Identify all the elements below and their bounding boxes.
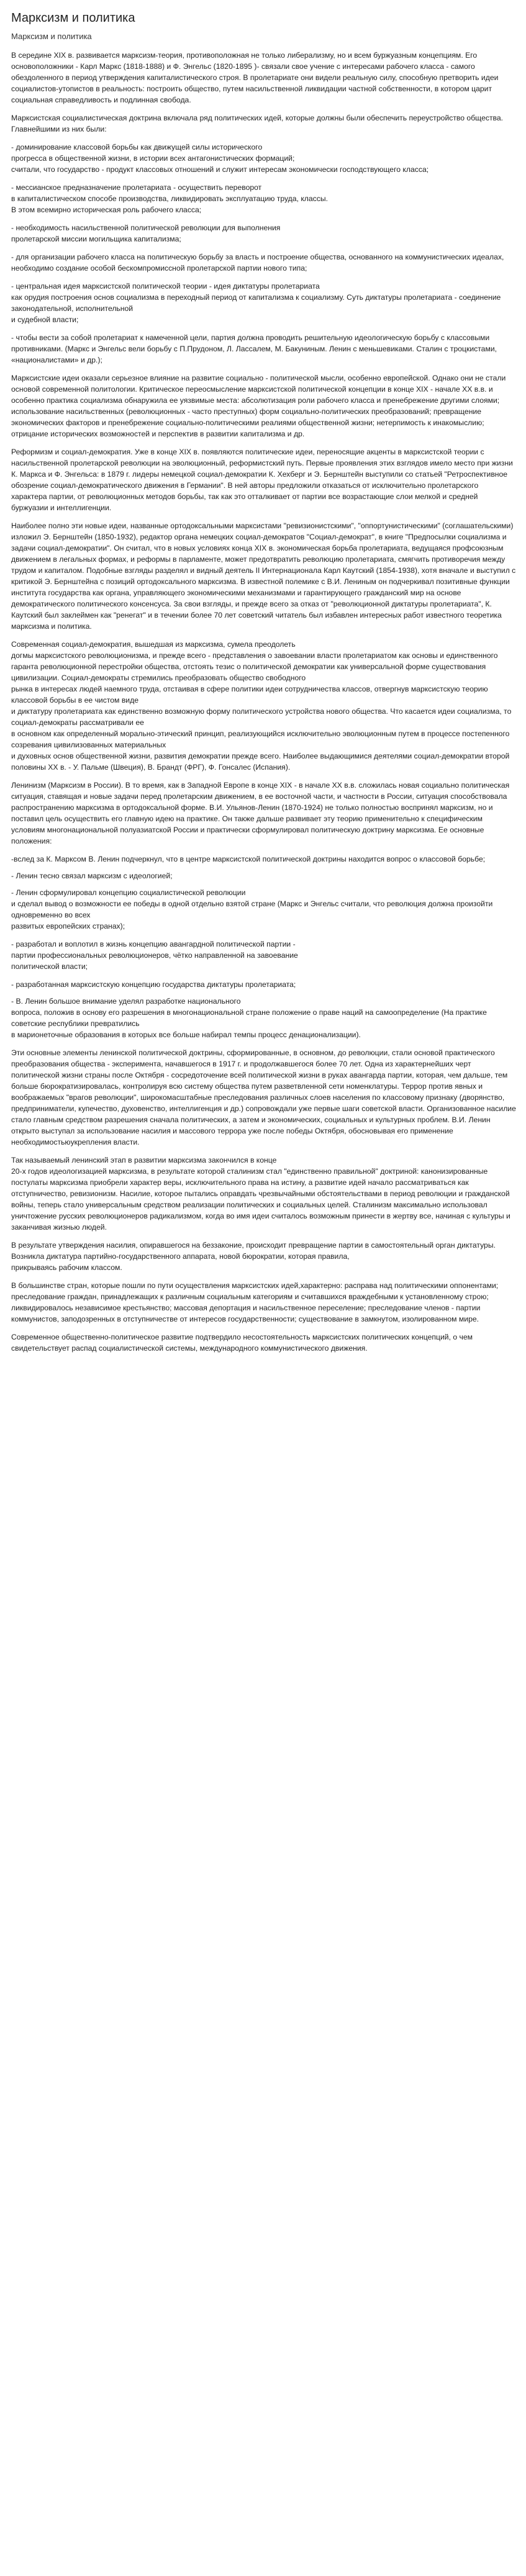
list-item-ideological-struggle: - чтобы вести за собой пролетариат к намеченной цели, партия должна проводить решительную идеологическую борьбу с классовыми противниками. (Маркс и Энгельс вели борьбу с П.Прудоном, Л. Лассалем, М. Бакуниным. Ленин с меньшевиками. Сталин с троцкистами, «националистами» и др.); <box>11 333 497 364</box>
paragraph-reformism: Реформизм и социал-демократия. Уже в конце XIX в. появляются политические идеи, переносящие акценты в марксистской теории с насильственной пролетарской революции на эволюционный, реформистский путь. Первые проявления этих взглядов имело место при жизни К. Маркса и Ф. Энгельса: в 1879 г. лидеры немецкой социал-демократии К. Хехберг и Э. Бернштейн выступили со статьей "Ретроспективное обозрение социал-демократического движения в Германии". В ней авторы предложили отказаться от исключительно пролетарского характера партии, от революционных методов борьбы, так как это отталкивает от партии все возрастающие слои мелкой и средней буржуазии и интеллигенции. <box>11 448 513 512</box>
paragraph-social-democracy: Современная социал-демократия, вышедшая из марксизма, сумела преодолеть догмы марксистского революционизма, и прежде всего - представления о завоевании власти пролетариатом как основы и единственного гаранта революционной перестройки общества, отстоять тезис о политической демократии как универсальной форме существования цивилизации. Социал-демократы стремились преобразовать общество свободного рынка в интересах людей наемного труда, отстаивая в сфере политики идеи сотрудничества классов, отвергнув марксистскую теорию классовой борьбы в ее чистом виде и диктатуру пролетариата как единственно возможную форму политического устройства нового общества. Что касается идеи социализма, то социал-демократы рассматривали ее в основном как определенный морально-этический принцип, реализующийся исключительно эволюционным путем в процессе постепенного созревания цивилизованных материальных и духовных основ общественной жизни, развития демократии прежде всего. Наиболее выдающимися деятелями социал-демократии второй половины XX в. - У. Пальме (Швеция), В. Брандт (ФРГ), Ф. Гонсалес (Испания). <box>11 640 512 772</box>
paragraph-doctrine-intro: Марксистская социалистическая доктрина включала ряд политических идей, которые должны были обеспечить переустройство общества. Главнейшими из них были: <box>11 114 504 133</box>
list-item-lenin-class-struggle: -вслед за К. Марксом В. Ленин подчеркнул, что в центре марксистской политической доктрины находится вопрос о классовой борьбе; <box>11 855 486 863</box>
list-item-proletariat-mission: - мессианское предназначение пролетариата - осуществить переворот в капиталистическом способе производства, ликвидировать эксплуатацию труда, классы. В этом всемирно историческая роль рабочего класса; <box>11 183 329 214</box>
page-title: Марксизм и политика <box>11 11 135 25</box>
paragraph-bernstein-kautsky: Наиболее полно эти новые идеи, названные ортодоксальными марксистами "ревизионистскими", "оппортунистическими" (соглашательскими) изложил Э. Бернштейн (1850-1932), редактор органа немецких социал-демократов "Социал-демократ", в книге "Предпосылки социализма и задачи социал-демократии". Он считал, что в новых условиях конца XIX в. экономическая борьба пролетариата, ведущаяся профсоюзным движением в легальных формах, и реформы в парламенте, может предотвратить революцию пролетариата, смягчить противоречия между трудом и капиталом. Подобные взгляды разделял и видный деятель II Интернационала Карл Каутский (1854-1938), хотя вначале и выступил с критикой Э. Бернштейна с позиций ортодоксального марксизма. В известной полемике с В.И. Лениным он подчеркивал позитивные функции института государства как органа, управляющего экономическими механизмами и гарантирующего гражданский мир на основе демократического политического консенсуса. За свои взгляды, и прежде всего за отказ от "революционной диктатуры пролетариата", К. Каутский был заклеймен как "ренегат" и в течении более 70 лет советский читатель был избавлен интересных работ известного теоретика марксизма и политика. <box>11 521 516 631</box>
paragraph-soviet-experiment: Эти основные элементы ленинской политической доктрины, сформированные, в основном, до революции, стали основой практического преобразования общества - эксперимента, начавшегося в 1917 г. и продолжавшегося более 70 лет. Одна из характернейших черт политической жизни страны после Октября - сосредоточение всей политической жизни в руках авангарда партии, которая, чем дальше, тем больше бюрократизировалась, контролируя всю систему общества путем разветвленной сети номенклатуры. Террор против явных и воображаемых "врагов революции", широкомасштабные преследования различных слоев населения по классовому признаку (дворянство, предприниматели, купечество, духовенство, интеллигенция и др.) сопровождали уже первые шаги советской власти. Организованное насилие стало главным средством разрешения сначала политических, а затем и экономических, социальных и культурных проблем. В.И. Ленин открыто выступал за использование насилия и массового террора уже после победы Октября, обосновывая его применение необходимостьюукрепления власти. <box>11 1048 516 1146</box>
page-subtitle: Марксизм и политика <box>11 32 92 41</box>
list-item-lenin-revolution: - Ленин сформулировал концепцию социалистической революции и сделал вывод о возможности ее победы в одной отдельно взятой стране (Маркс и Энгельс считали, что революция должна произойти одновременно во всех развитых европейских странах); <box>11 888 493 930</box>
list-item-lenin-state: - разработанная марксистскую концепцию государства диктатуры пролетариата; <box>11 980 296 989</box>
paragraph-conclusion: Современное общественно-политическое развитие подтвердило несостоятельность марксистских политических концепций, о чем свидетельствует распад социалистической системы, международного коммунистического движения. <box>11 1333 473 1353</box>
list-item-lenin-party: - разработал и воплотил в жизнь концепцию авангардной политической партии - партии профессиональных революционеров, чётко направленной на завоевание политической власти; <box>11 940 298 971</box>
article-body <box>11 50 516 1354</box>
list-item-dictatorship: - центральная идея марксистской политической теории - идея диктатуры пролетариата как орудия построения основ социализма в переходный период от капитализма к социализму. Суть диктатуры пролетариата - соединение законодательной, исполнительной и судебной власти; <box>11 282 501 324</box>
list-item-class-struggle: - доминирование классовой борьбы как движущей силы исторического прогресса в общественной жизни, в истории всех антагонистических формаций; считали, что государство - продукт классовых отношений и служит интересам экономически господствующего класса; <box>11 143 429 174</box>
list-item-lenin-ideology: - Ленин тесно связал марксизм с идеологией; <box>11 871 173 880</box>
paragraph-intro: В середине XIX в. развивается марксизм-теория, противоположная не только либерализму, но и всем буржуазным концепциям. Его основоположники - Карл Маркс (1818-1888) и Ф. Энгельс (1820-1895 )- связали свое учение с интересами рабочего класса - самого обездоленного в период утверждения капиталистического строя. В пролетариате они видели реальную силу, способную претворить идеи социалистов-утопистов в реальность: построить общество, путем насильственной ликвидации частной собственности, в котором царит социальная справедливость и подлинная свобода. <box>11 51 499 104</box>
list-item-lenin-national-question: - В. Ленин большое внимание уделял разработке национального вопроса, положив в основу его разрешения в многонациональной стране положение о праве наций на самоопределение (На практике советские республики превратились в марионеточные образования в которых все больше набирал темпы процесс денационализации). <box>11 997 487 1039</box>
list-item-violent-revolution: - необходимость насильственной политической революции для выполнения пролетарской миссии могильщика капитализма; <box>11 223 281 243</box>
paragraph-leninism: Ленинизм (Марксизм в России). В то время, как в Западной Европе в конце XIX - в начале XX в.в. сложилась новая социально политическая ситуация, ставящая и новые задачи перед пролетарским движением, в ее восточной части, и частности в России, ситуация способствовала распространению марксизма в ортодоксальной форме. В.И. Ульянов-Ленин (1870-1924) не только полностью воспринял марксизм, но и поставил цель осуществить его главную идею на практике. Он также дальше развивает эту теорию применительно к специфическим условиям многонациональной полуазиатской России и практически сформулировал политическую доктрину марксизма. Ее основные положения: <box>11 781 510 845</box>
paragraph-marxism-influence: Марксистские идеи оказали серьезное влияние на развитие социально - политической мысли, особенно европейской. Однако они не стали основой современной политологии. Критическое переосмысление марксистской политической концепции в конце XIX - начале XX в.в. и особенно практика социализма обнаружила ее уязвимые места: абсолютизация роли рабочего класса и пренебрежение другими слоями; использование насильственных (революционных - часто преступных) форм социально-политических преобразований; превращение экономических факторов и пренебрежение социально-политическими реалиями общественной жизни; нетерпимость к инакомыслию; отрицание исторических возможностей и перспектив в развитии капитализма и др. <box>11 374 506 438</box>
paragraph-party-dictatorship: В результате утверждения насилия, опиравшегося на беззаконие, происходит превращение партии в самостоятельный орган диктатуры. Возникла диктатура партийно-государственного аппарата, новой бюрократии, которая правила, прикрываясь рабочим классом. <box>11 1241 496 1272</box>
paragraph-characteristics: В большинстве стран, которые пошли по пути осуществления марксистских идей,характерно: расправа над политическими оппонентами; преследование граждан, принадлежащих к различным социальным категориям и считавшихся враждебными к установленному строю; ликвидировалось независимое крестьянство; массовая депортация и насильственное переселение; преследование членов - партии коммунистов, заподозренных в отступничестве от интересов государственности; существование в замкнутом, изолированном мире. <box>11 1281 499 1323</box>
list-item-new-party: - для организации рабочего класса на политическую борьбу за власть и построение общества, основанного на коммунистических идеалах, необходимо создание особой бескомпромиссной пролетарской партии нового типа; <box>11 253 504 272</box>
paragraph-stalinism: Так называемый ленинский этап в развитии марксизма закончился в конце 20-х годов идеологизацией марксизма, в результате которой сталинизм стал "единственно правильной" доктриной: канонизированные постулаты марксизма приобрели характер веры, исключительного права на истину, а развитие идей начало рассматриваться как отступничество, ревизионизм. Насилие, которое пытались оправдать чрезвычайными обстоятельствами в период революции и гражданской войны, теперь стало универсальным средством реализации политических и социальных целей. Сталинизм максимально использовал уничтожение русских революционеров радикализмом, когда во имя идеи считалось возможным принести в жертву все, начиная с культуры и заканчивая жизнью людей. <box>11 1156 510 1232</box>
